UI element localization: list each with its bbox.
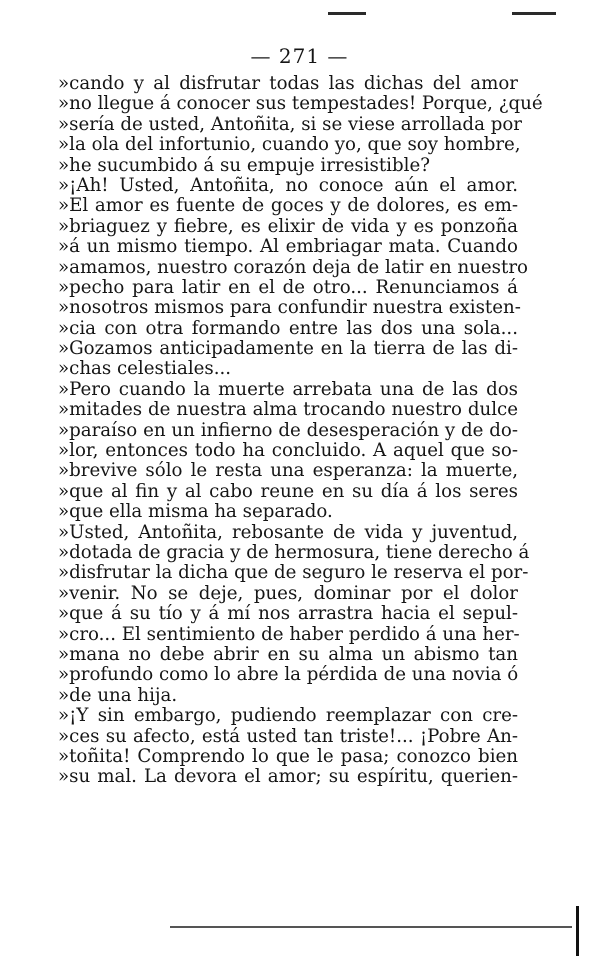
text-line: »que ella misma ha separado.	[58, 501, 333, 523]
scan-mark-top-center	[328, 12, 366, 15]
text-line: »brevive sólo le resta una esperanza: la muerte,	[58, 460, 518, 482]
text-line: »El amor es fuente de goces y de dolores, es em-	[58, 195, 518, 217]
text-line: »amamos, nuestro corazón deja de latir en nuestro	[58, 256, 528, 278]
scan-mark-top-right	[512, 12, 556, 15]
text-line: »Usted, Antoñita, rebosante de vida y juventud,	[58, 521, 518, 543]
text-line: »mana no debe abrir en su alma un abismo tan	[58, 643, 518, 665]
text-line: »paraíso en un infierno de desesperación y de do-	[58, 419, 518, 441]
scan-edge-right	[576, 906, 579, 956]
text-line: »¡Ah! Usted, Antoñita, no conoce aún el amor.	[58, 174, 518, 196]
text-line: »á un mismo tiempo. Al embriagar mata. Cuando	[58, 236, 518, 258]
text-line: »¡Y sin embargo, pudiendo reemplazar con cre-	[58, 705, 518, 727]
text-line: »briaguez y fiebre, es elixir de vida y es ponzoña	[58, 215, 518, 237]
text-line: »no llegue á conocer sus tempestades! Porque, ¿qué	[58, 93, 543, 115]
text-line: »su mal. La devora el amor; su espíritu, querien-	[58, 766, 518, 788]
text-line: »mitades de nuestra alma trocando nuestro dulce	[58, 399, 518, 421]
text-line: »que al fin y al cabo reune en su día á los seres	[58, 480, 518, 502]
text-line: »toñita! Comprendo lo que le pasa; conozco bien	[58, 745, 518, 767]
text-line: »nosotros mismos para confundir nuestra existen-	[58, 297, 521, 319]
text-line: »cando y al disfrutar todas las dichas del amor	[58, 73, 518, 94]
text-line: »venir. No se deje, pues, dominar por el dolor	[58, 582, 518, 604]
text-line: »ces su afecto, está usted tan triste!... ¡Pobre An-	[58, 725, 518, 747]
text-line: »chas celestiales...	[58, 358, 232, 380]
text-line: »cro... El sentimiento de haber perdido á una her-	[58, 623, 520, 645]
text-line: »he sucumbido á su empuje irresistible?	[58, 154, 430, 176]
text-line: »que á su tío y á mí nos arrastra hacia el sepul-	[58, 603, 518, 625]
text-line: »disfrutar la dicha que de seguro le reserva el por-	[58, 562, 529, 584]
text-line: »lor, entonces todo ha concluido. A aquel que so-	[58, 440, 518, 462]
text-line: »profundo como lo abre la pérdida de una novia ó	[58, 664, 519, 686]
text-line: »sería de usted, Antoñita, si se viese arrollada por	[58, 113, 522, 135]
text-line: »la ola del infortunio, cuando yo, que soy hombre,	[58, 134, 521, 156]
text-line: »cia con otra formando entre las dos una sola...	[58, 317, 518, 339]
text-line: »dotada de gracia y de hermosura, tiene derecho á	[58, 541, 530, 563]
text-line: »Pero cuando la muerte arrebata una de las dos	[58, 378, 518, 400]
text-line: »de una hija.	[58, 684, 178, 706]
body-text	[58, 73, 543, 788]
scan-mark-bottom	[170, 926, 572, 928]
text-line: »Gozamos anticipadamente en la tierra de las di-	[58, 338, 518, 360]
page-number: — 271 —	[250, 44, 349, 68]
text-line: »pecho para latir en el de otro... Renunciamos á	[58, 276, 518, 298]
